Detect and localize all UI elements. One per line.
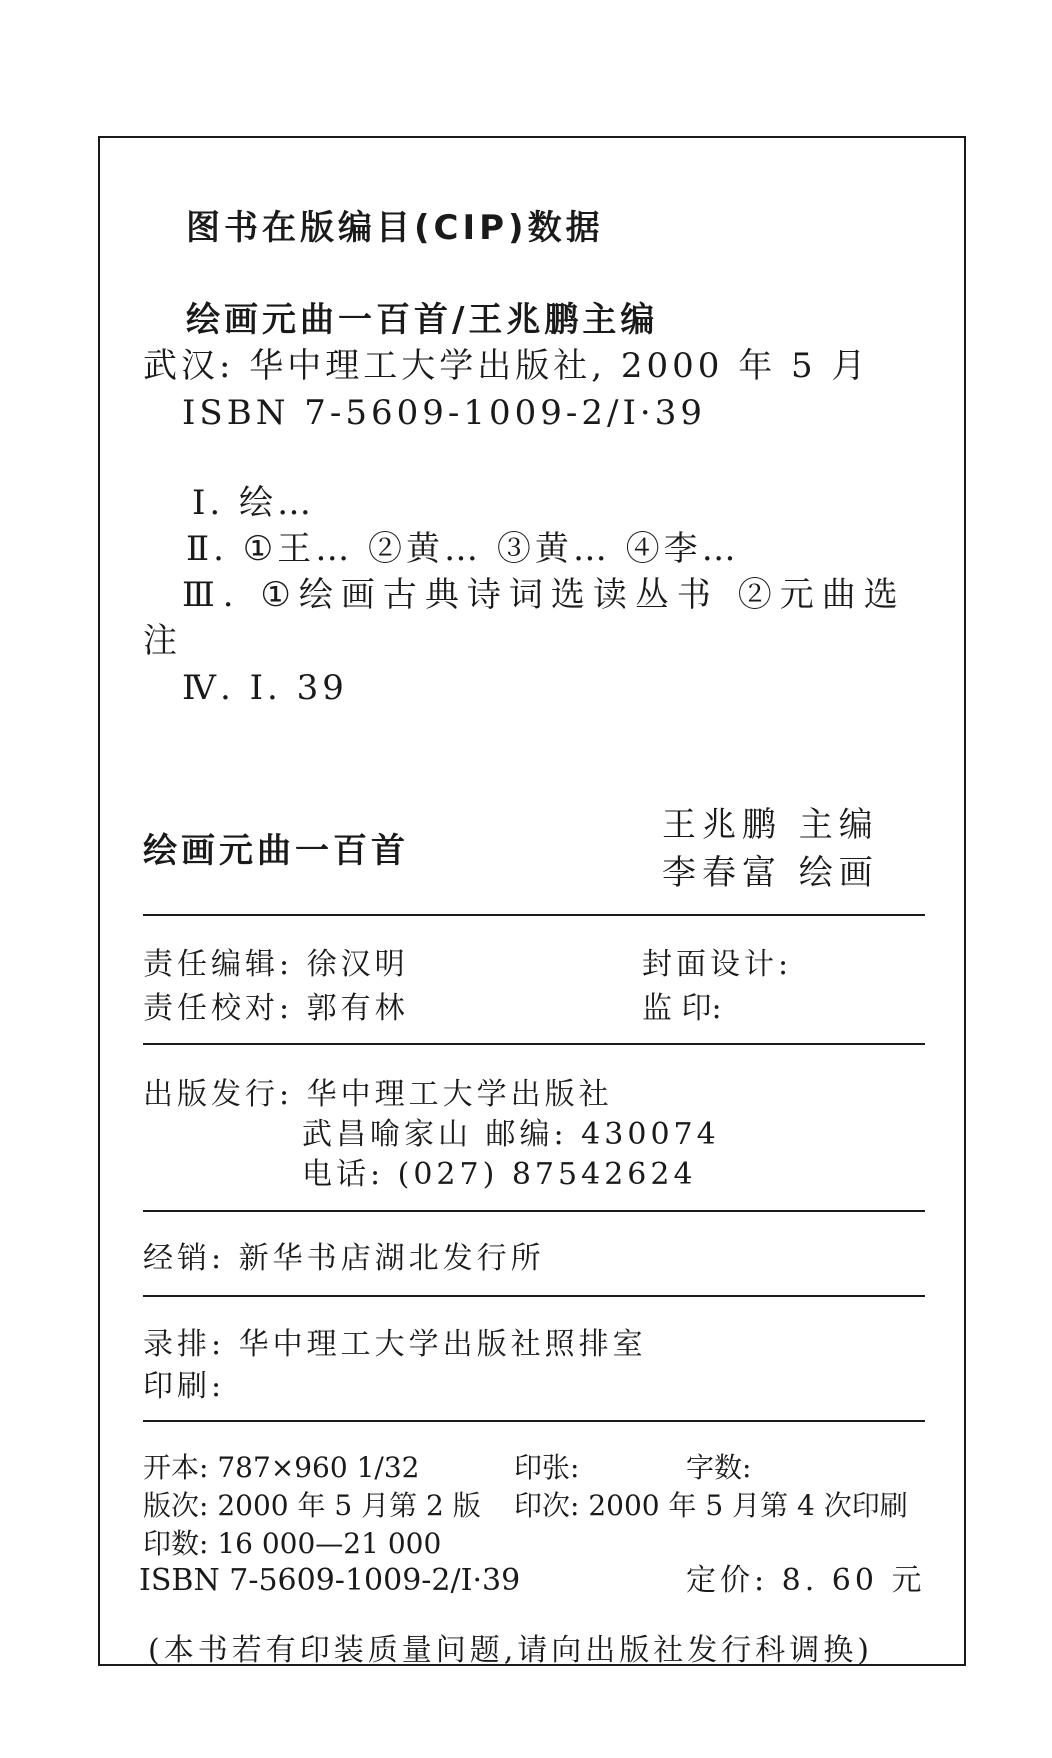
specs-words: 字数: xyxy=(686,1451,752,1484)
cip-subject-1: Ⅰ. 绘… xyxy=(192,483,316,523)
specs-sheets: 印张: xyxy=(514,1451,580,1484)
distributor-line: 经销: 新华书店湖北发行所 xyxy=(143,1241,545,1276)
cip-subject-2: Ⅱ. ①王… ②黄… ③黄… ④李… xyxy=(186,529,740,569)
specs-print-run: 印数: 16 000—21 000 xyxy=(143,1527,442,1560)
cip-subject-3-cont: 注 xyxy=(143,621,177,661)
book-illustrator-line: 李春富 绘画 xyxy=(662,853,879,893)
staff-proofreader: 责任校对: 郭有林 xyxy=(143,991,409,1026)
cip-subject-3: Ⅲ. ①绘画古典诗词选读丛书 ②元曲选 xyxy=(182,575,906,615)
cip-publisher-line: 武汉: 华中理工大学出版社, 2000 年 5 月 xyxy=(143,346,870,386)
divider-1 xyxy=(143,914,925,916)
cip-header: 图书在版编目(CIP)数据 xyxy=(186,208,604,248)
divider-5 xyxy=(143,1420,925,1422)
publisher-address-line: 武昌喻家山 邮编: 430074 xyxy=(302,1117,720,1152)
publisher-label-line: 出版发行: 华中理工大学出版社 xyxy=(143,1077,613,1112)
footer-note: (本书若有印装质量问题,请向出版社发行科调换) xyxy=(148,1633,873,1668)
divider-4 xyxy=(143,1295,925,1297)
book-editor-line: 王兆鹏 主编 xyxy=(662,805,879,845)
specs-price: 定价: 8. 60 元 xyxy=(686,1563,926,1598)
staff-supervisor: 监 印: xyxy=(642,991,722,1026)
book-title: 绘画元曲一百首 xyxy=(143,831,409,871)
divider-2 xyxy=(143,1043,925,1045)
specs-format: 开本: 787×960 1/32 xyxy=(143,1451,420,1484)
specs-impression: 印次: 2000 年 5 月第 4 次印刷 xyxy=(514,1489,908,1522)
cip-subject-4: Ⅳ. I. 39 xyxy=(182,668,348,708)
publisher-phone-line: 电话: (027) 87542624 xyxy=(302,1157,697,1192)
specs-isbn: ISBN 7-5609-1009-2/I·39 xyxy=(139,1563,521,1598)
staff-cover-design: 封面设计: xyxy=(642,947,793,982)
divider-3 xyxy=(143,1210,925,1212)
typeset-line: 录排: 华中理工大学出版社照排室 xyxy=(143,1327,647,1362)
typeset-printing: 印刷: xyxy=(143,1369,226,1404)
cip-title-line: 绘画元曲一百首/王兆鹏主编 xyxy=(186,300,659,340)
cip-isbn-line: ISBN 7-5609-1009-2/I·39 xyxy=(182,393,707,433)
staff-editor: 责任编辑: 徐汉明 xyxy=(143,947,409,982)
specs-edition: 版次: 2000 年 5 月第 2 版 xyxy=(143,1489,481,1522)
